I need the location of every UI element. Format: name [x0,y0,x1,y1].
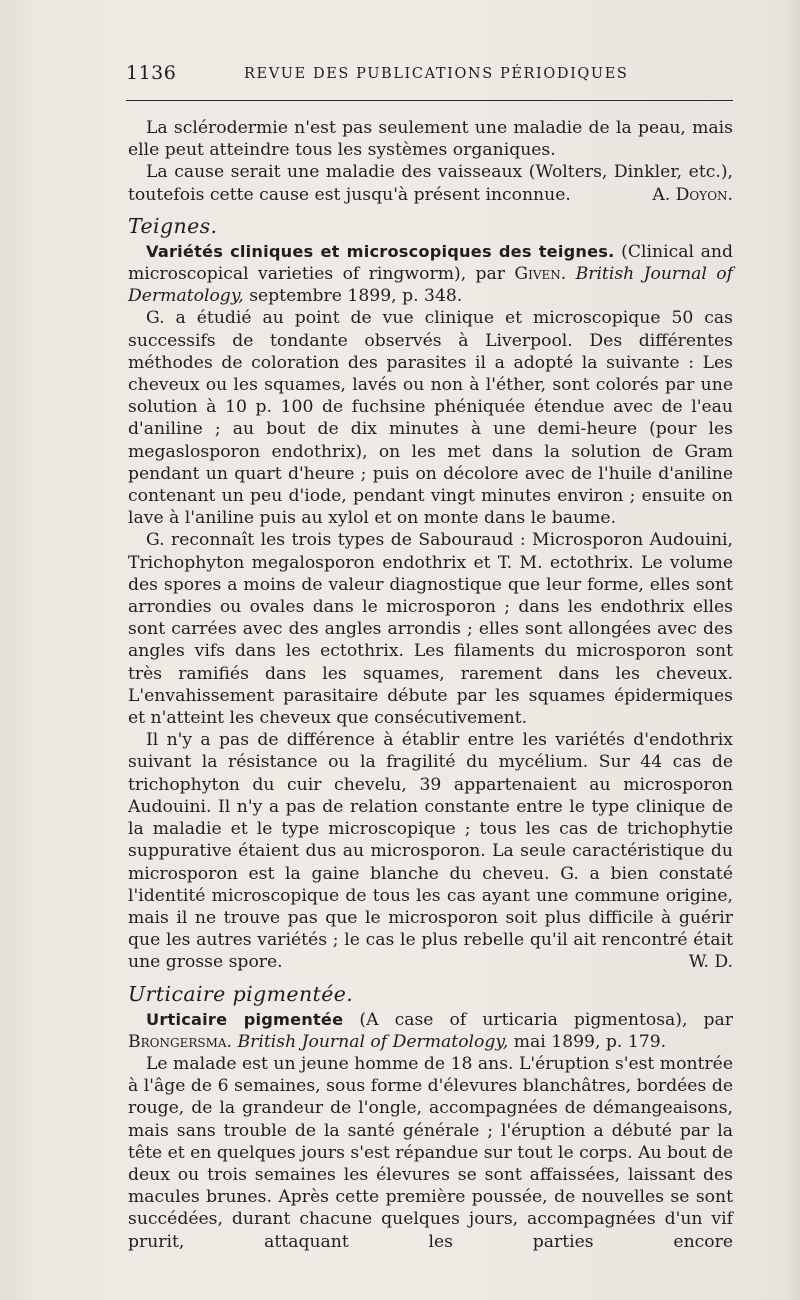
intro-signature: A. Doyon. [652,184,733,205]
article-title-urticaire: Urticaire pigmentée [146,1009,344,1029]
teignes-paragraph-1: G. a étudié au point de vue clinique et microscopique 50 cas successifs de tondante observés à Liverpool. Des différentes méthodes de coloration des parasites il a adopté la suivante : Les cheveux ou les squames, lavés ou non à l'éther, sont colorés par une solution à 10 p. 100 de fuchsine phéniquée étendue avec de l'eau d'aniline ; au bout de dix minutes à une demi-heure (pour les megaslosporon endothrix), on les met dans la solution de Gram pendant un quart d'heure ; puis on décolore avec de l'huile d'aniline contenant un peu d'iode, pendant vingt minutes environ ; ensuite on lave à l'aniline puis au xylol et on monte dans le baume. [128,308,733,529]
article-title-teignes: Variétés cliniques et microscopiques des teignes. [146,241,615,261]
reference-intro: (Clinical and microscopical varieties of ringworm), par [128,241,733,285]
teignes-paragraph-2: G. reconnaît les trois types de Sabouraud : Microsporon Audouini, Trichophyton megalosporon endothrix et T. M. ectothrix. Le volume des spores a moins de valeur diagnostique que leur forme, elles sont arrondies ou ovales dans le microsporon ; dans les endothrix elles sont carrées avec des angles arrondis ; elles sont allongées avec des angles vifs dans les ectothrix. Les filaments du microsporon sont très ramifiés dans les squames, rarement dans les cheveux. L'envahissement parasitaire débute par les squames épidermiques et n'atteint les cheveux que consécutivement. [128,530,733,729]
reference-date: mai 1899, p. 179. [513,1031,667,1052]
intro-paragraph-1: La sclérodermie n'est pas seulement une maladie de la peau, mais elle peut atteindre tous les systèmes organiques. [128,118,733,161]
page-body [128,117,733,1253]
intro-paragraph-2 [128,161,733,205]
teignes-paragraph-3-text: Il n'y a pas de différence à établir entre les variétés d'endothrix suivant la résistance ou la fragilité du mycélium. Sur 44 cas de trichophyton du cuir chevelu, 39 appartenaient au microsporon Audouini. Il n'y a pas de relation constante entre le type clinique de la maladie et le type microscopique ; tous les cas de trichophytie suppurative étaient dus au microsporon. La seule caractéristique du microsporon est la gaine blanche du cheveu. G. a bien constaté l'identité microscopique de tous les cas ayant une commune origine, mais il ne trouve pas que le microsporon soit plus difficile à guérir que les autres variétés ; le cas le plus rebelle qu'il ait rencontré était une grosse spore. [128,730,733,973]
teignes-signature: W. D. [688,952,733,973]
reference-journal: British Journal of Dermatology, [128,264,733,307]
urticaire-paragraph-1: Le malade est un jeune homme de 18 ans. L'éruption s'est montrée à l'âge de 6 semaines, sous forme d'élevures blanchâtres, bordées de rouge, de la grandeur de l'ongle, accompagnées de démangeaisons, mais sans trouble de la santé générale ; l'éruption a débuté par la tête et en quelques jours s'est répandue sur tout le corps. Au bout de deux ou trois semaines les élevures se sont affaissées, laissant des macules brunes. Après cette première poussée, de nouvelles se sont succédées, durant chacune quelques jours, accompagnées d'un vif prurit, attaquant les parties encore [128,1053,733,1252]
reference-intro: (A case of urticaria pigmentosa), par [359,1009,734,1030]
intro-paragraph-2-text: La cause serait une maladie des vaisseaux (Wolters, Dinkler, etc.), toutefois cette cause est jusqu'à présent inconnue. [128,162,733,205]
section-title-teignes: Teignes. [128,213,218,238]
article-reference-teignes: Variétés cliniques et microscopiques des teignes. (Clinical and microscopical varieties of ringworm), par Given. British Journal of Dermatology, septembre 1899, p. 348. [128,241,733,307]
reference-author: Given [514,264,561,285]
page-header [126,62,733,88]
reference-author: Brongersma. [128,1031,233,1052]
section-title-urticaire: Urticaire pigmentée. [128,981,354,1006]
article-reference-urticaire [128,1009,733,1053]
teignes-paragraph-3 [128,729,733,973]
header-rule [126,100,733,101]
running-title: REVUE DES PUBLICATIONS PÉRIODIQUES [244,66,629,82]
page-number: 1136 [126,62,177,84]
reference-journal: British Journal of Dermatology, [237,1031,509,1052]
reference-date: septembre 1899, p. 348. [249,286,463,307]
